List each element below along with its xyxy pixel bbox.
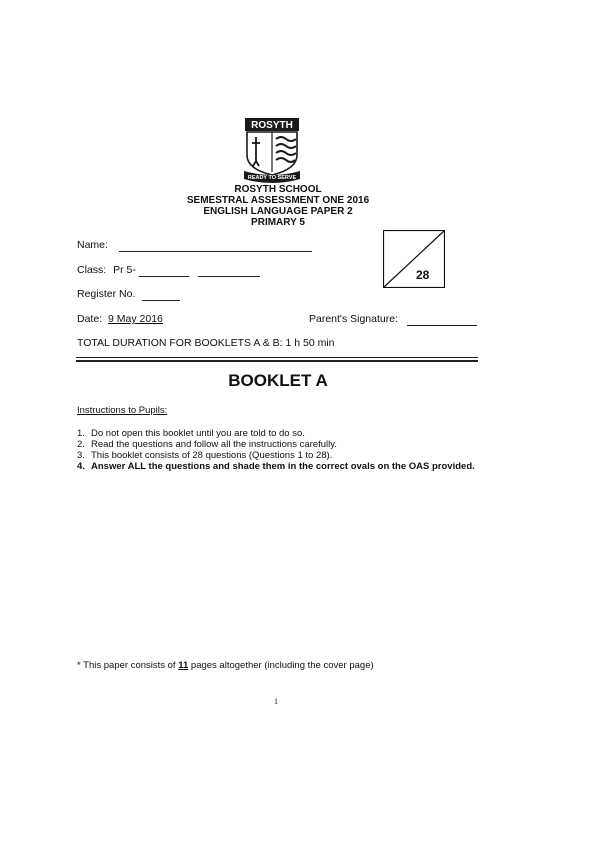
- instruction-item: [77, 439, 477, 450]
- name-label: Name:: [77, 239, 108, 251]
- booklet-title: BOOKLET A: [228, 371, 328, 390]
- paper-title: ENGLISH LANGUAGE PAPER 2: [203, 206, 353, 217]
- score-box: [383, 230, 445, 288]
- school-name: ROSYTH SCHOOL: [234, 184, 322, 195]
- name-field: [77, 239, 312, 252]
- parent-signature-label: Parent's Signature:: [309, 313, 398, 325]
- instruction-text: Answer ALL the questions and shade them in the correct ovals on the OAS provided.: [91, 461, 475, 472]
- exam-title: SEMESTRAL ASSESSMENT ONE 2016: [186, 195, 370, 206]
- level-title: PRIMARY 5: [251, 217, 305, 228]
- instruction-item: [77, 461, 477, 472]
- score-total: 28: [416, 268, 430, 282]
- register-line[interactable]: [142, 288, 180, 301]
- crest-shield-icon: [243, 117, 301, 183]
- instruction-item: [77, 450, 477, 461]
- register-field: [77, 288, 180, 301]
- name-line[interactable]: [119, 239, 312, 252]
- crest-top-text: ROSYTH: [251, 120, 293, 131]
- date-value: 9 May 2016: [108, 313, 163, 325]
- class-value: Pr 5-: [113, 264, 136, 276]
- instruction-number: 2.: [77, 439, 85, 450]
- page-number: 1: [274, 697, 278, 706]
- divider-top: [76, 357, 478, 358]
- footer-note-pages: 11: [178, 660, 189, 671]
- instruction-number: 4.: [77, 461, 85, 472]
- instruction-number: 3.: [77, 450, 85, 461]
- total-duration: TOTAL DURATION FOR BOOKLETS A & B: 1 h 50 min: [77, 337, 335, 349]
- date-label: Date:: [77, 313, 103, 325]
- class-field: [77, 264, 260, 277]
- footer-note-suffix: pages altogether (including the cover page): [190, 660, 374, 671]
- school-crest: [243, 117, 301, 183]
- instruction-number: 1.: [77, 428, 85, 439]
- divider-bottom: [76, 360, 478, 362]
- instructions-heading: Instructions to Pupils:: [77, 405, 168, 416]
- parent-signature-field: [309, 313, 477, 326]
- parent-signature-line[interactable]: [407, 313, 477, 326]
- footer-note-prefix: * This paper consists of: [77, 660, 176, 671]
- instructions-list: [77, 428, 477, 472]
- class-line-2[interactable]: [198, 264, 260, 277]
- instruction-text: Do not open this booklet until you are told to do so.: [91, 428, 305, 439]
- class-label: Class:: [77, 264, 107, 276]
- register-label: Register No.: [77, 288, 136, 300]
- date-field: [77, 313, 163, 325]
- instruction-text: Read the questions and follow all the instructions carefully.: [91, 439, 337, 450]
- class-line-1[interactable]: [139, 264, 189, 277]
- instruction-text: This booklet consists of 28 questions (Questions 1 to 28).: [91, 450, 333, 461]
- footer-note: [77, 660, 374, 671]
- instruction-item: [77, 428, 477, 439]
- crest-motto: READY TO SERVE: [247, 175, 297, 181]
